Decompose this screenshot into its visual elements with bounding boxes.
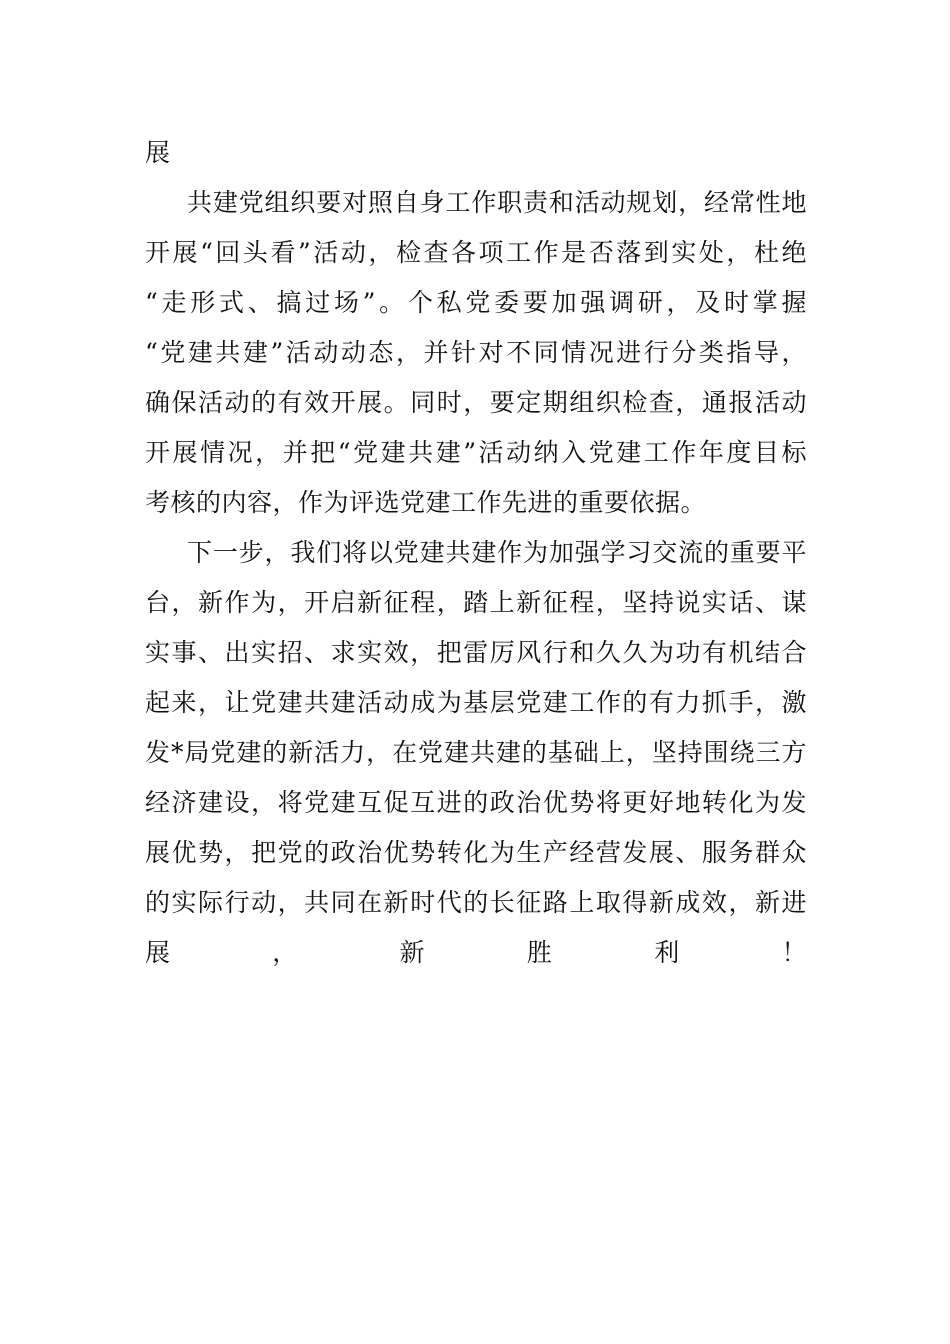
text-line: 经济建设，将党建互促互进的政治优势将更好地转化为发 bbox=[145, 788, 807, 817]
text-line bbox=[145, 978, 807, 1028]
text-line: 开展情况，并把“党建共建”活动纳入党建工作年度目标 bbox=[145, 438, 807, 467]
text-line: 发*局党建的新活力，在党建共建的基础上，坚持围绕三方 bbox=[145, 738, 807, 767]
text-line: 展 bbox=[145, 138, 171, 167]
text-line: 开展“回头看”活动，检查各项工作是否落到实处，杜绝 bbox=[145, 238, 807, 267]
text-line: 下一步，我们将以党建共建作为加强学习交流的重要平 bbox=[187, 538, 807, 567]
text-line: 展，新胜利！ bbox=[145, 938, 807, 967]
text-line: 展优势，把党的政治优势转化为生产经营发展、服务群众 bbox=[145, 838, 807, 867]
text-line: 实事、出实招、求实效，把雷厉风行和久久为功有机结合 bbox=[145, 638, 807, 667]
text-line: “党建共建”活动动态，并针对不同情况进行分类指导， bbox=[145, 338, 807, 367]
text-line: 共建党组织要对照自身工作职责和活动规划，经常性地 bbox=[187, 188, 807, 217]
text-line: 台，新作为，开启新征程，踏上新征程，坚持说实话、谋 bbox=[145, 588, 807, 617]
text-line: 考核的内容，作为评选党建工作先进的重要依据。 bbox=[145, 488, 707, 517]
text-line: 确保活动的有效开展。同时，要定期组织检查，通报活动 bbox=[145, 388, 807, 417]
paragraph-supervision bbox=[145, 178, 807, 528]
text-line: “走形式、搞过场”。个私党委要加强调研，及时掌握 bbox=[145, 288, 807, 317]
paragraph-continuation bbox=[145, 128, 807, 178]
text-line: 起来，让党建共建活动成为基层党建工作的有力抓手，激 bbox=[145, 688, 807, 717]
text-line: 的实际行动，共同在新时代的长征路上取得新成效，新进 bbox=[145, 888, 807, 917]
paragraph-next-steps bbox=[145, 528, 807, 1028]
document-body bbox=[145, 128, 807, 1028]
